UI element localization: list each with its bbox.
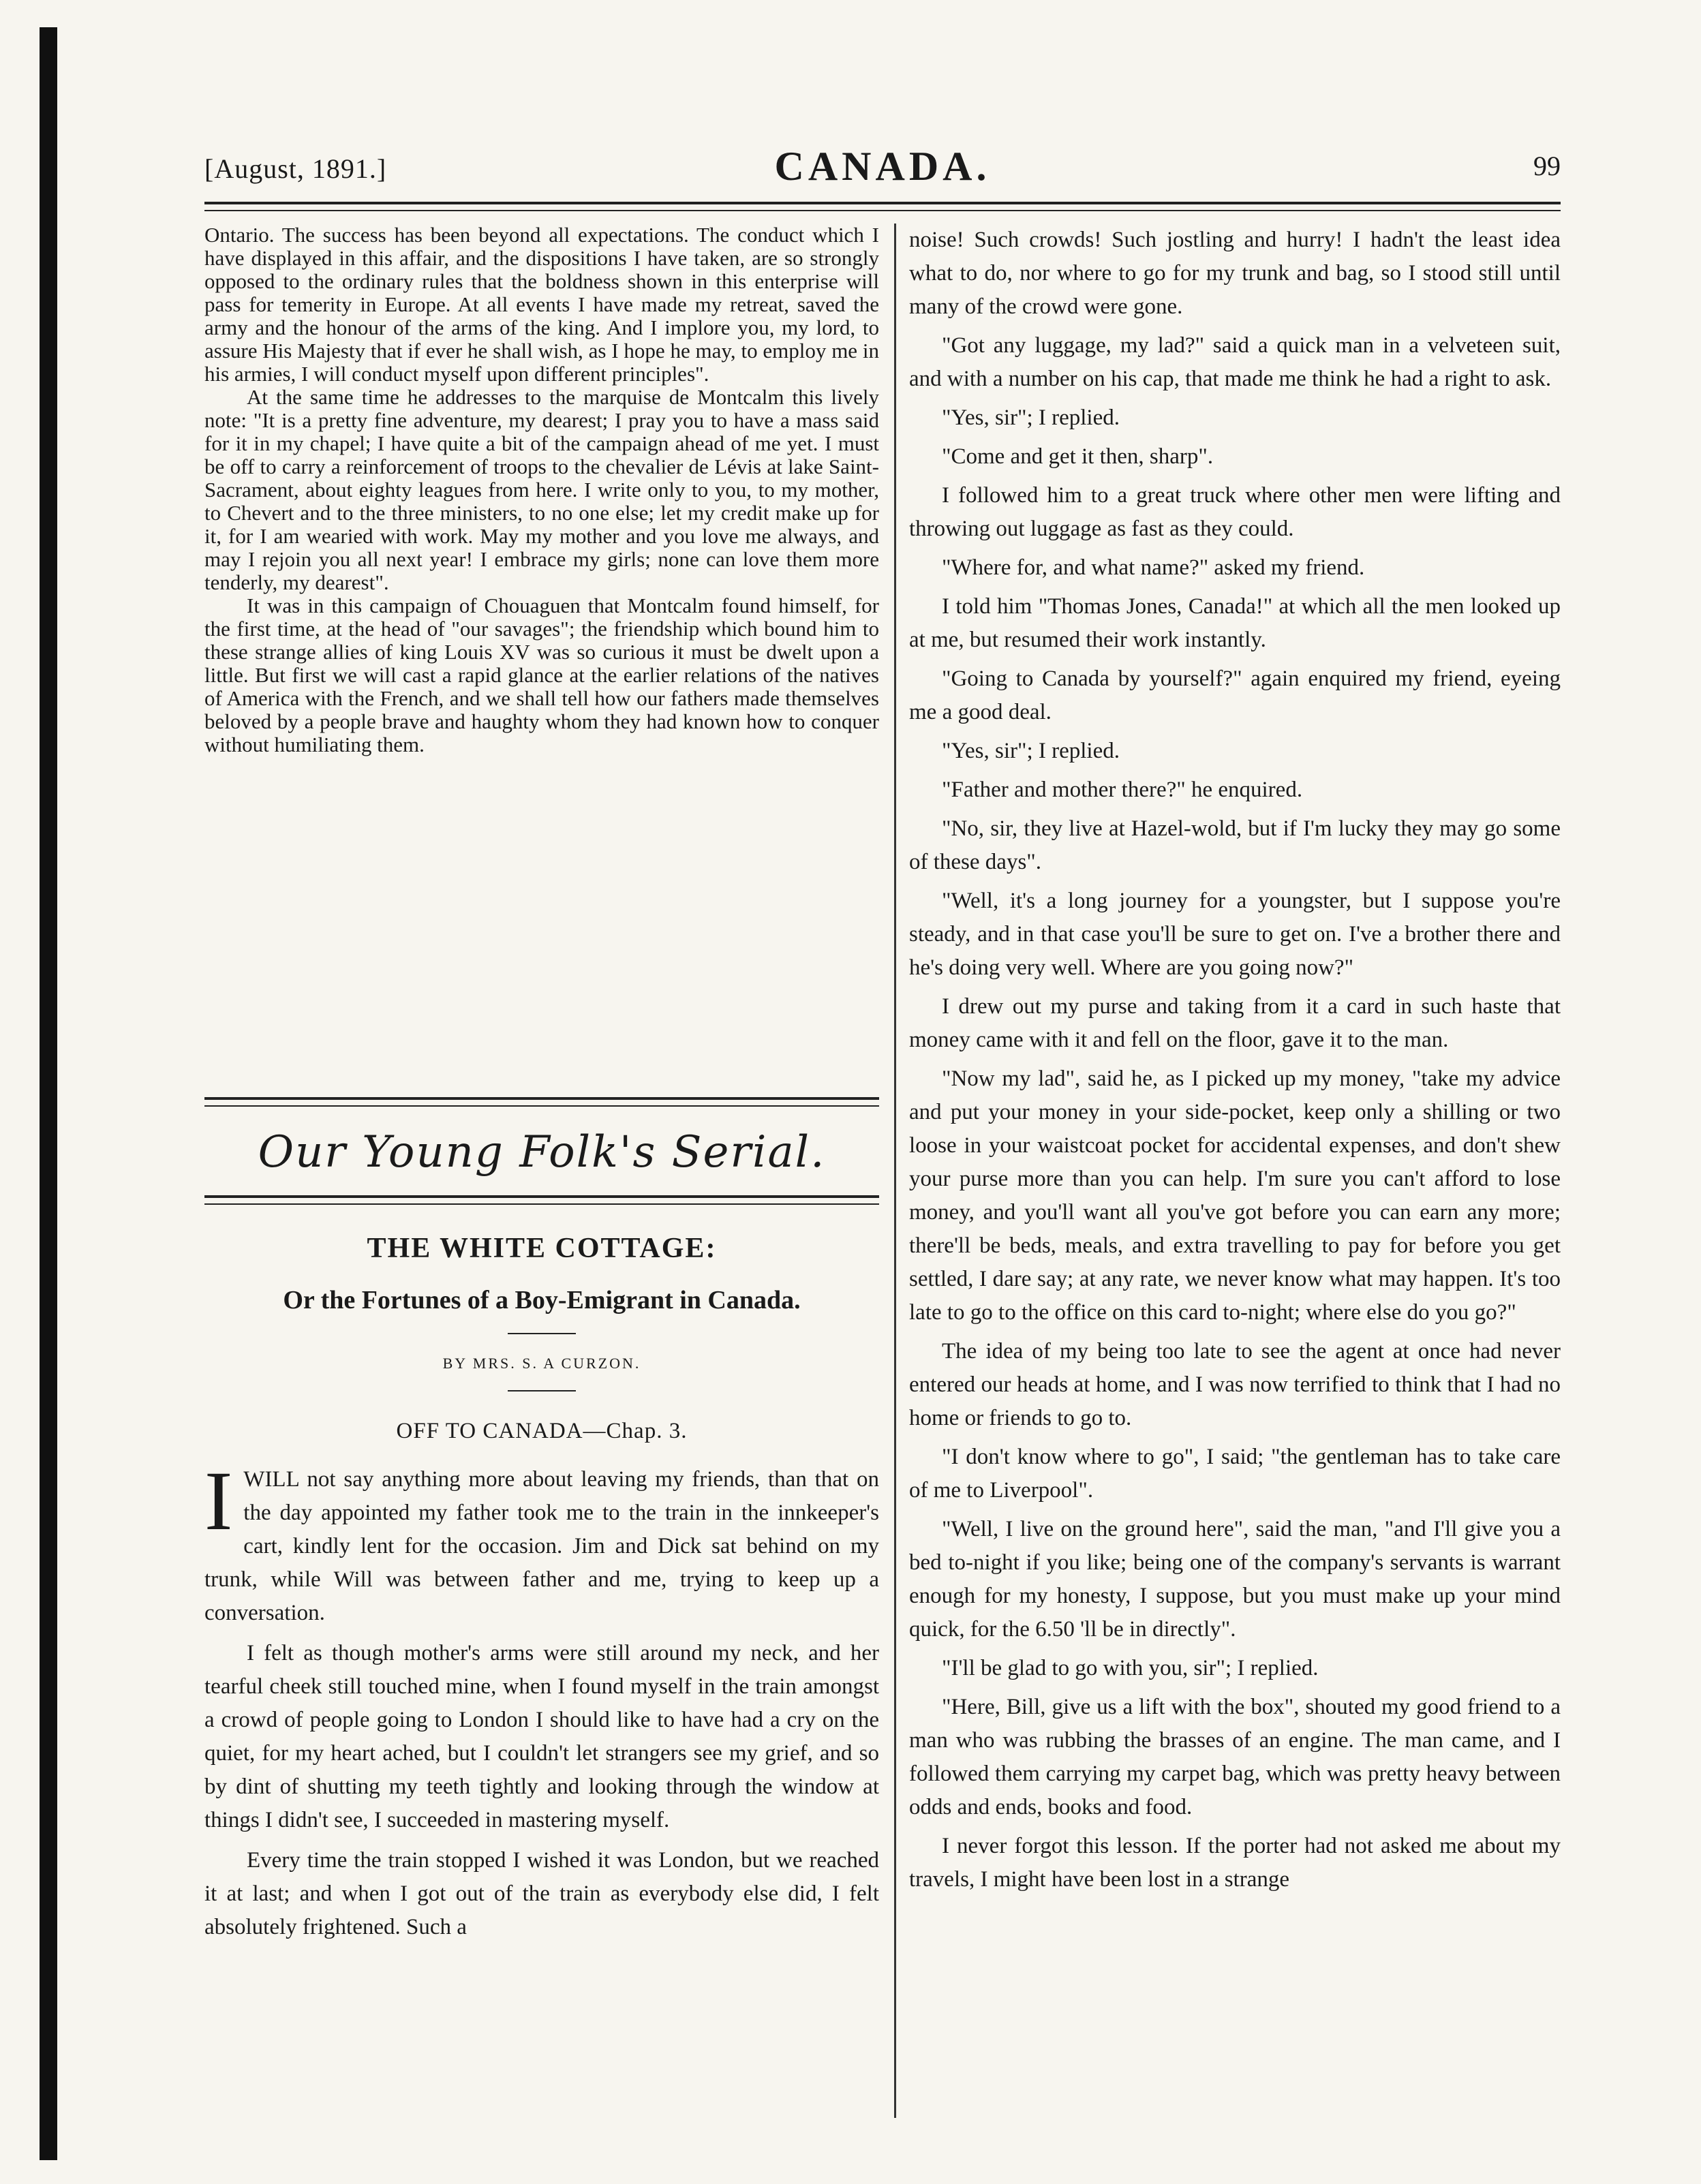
story-paragraph bbox=[204, 1454, 879, 1630]
issue-date: [August, 1891.] bbox=[204, 153, 387, 184]
left-column bbox=[204, 224, 879, 756]
story-paragraph: Every time the train stopped I wished it was London, but we reached it at last; and when I got out of the train as everybody else did, I felt absolutely frightened. Such a bbox=[204, 1848, 879, 1939]
story-paragraph: "Here, Bill, give us a lift with the box", shouted my good friend to a man who was rubbing the brasses of an engine. The man came, and I followed them carrying my carpet bag, which was pretty heavy between odds and ends, books and food. bbox=[909, 1695, 1561, 1819]
story-byline: BY MRS. S. A CURZON. bbox=[442, 1355, 641, 1372]
story-paragraph: "I don't know where to go", I said; "the gentleman has to take care of me to Liverpool". bbox=[909, 1445, 1561, 1503]
right-column bbox=[909, 224, 1561, 1902]
serial-section bbox=[204, 1097, 879, 1951]
column-divider bbox=[894, 224, 896, 2118]
page-binding-edge bbox=[40, 27, 57, 2160]
story-paragraph: "Yes, sir"; I replied. bbox=[942, 739, 1120, 763]
story-paragraph: The idea of my being too late to see the agent at once had never entered our heads at home, and I was now terrified to think that I had no home or friends to go to. bbox=[909, 1339, 1561, 1430]
header-rule bbox=[204, 202, 1561, 211]
story-paragraph: "Come and get it then, sharp". bbox=[942, 444, 1214, 469]
story-paragraph-text: WILL not say anything more about leaving my friends, than that on the day appointed my father took me to the train in the innkeeper's cart, kindly lent for the occasion. Jim and Dick sat behind on my trunk, while Will was between father and me, trying to keep up a conversation. bbox=[204, 1467, 879, 1625]
short-rule bbox=[508, 1333, 576, 1334]
drop-cap: I bbox=[204, 1454, 233, 1548]
story-paragraph: I drew out my purse and taking from it a card in such haste that money came with it and fell on the floor, gave it to the man. bbox=[909, 994, 1561, 1052]
serial-banner: Our Young Folk's Serial. bbox=[258, 1127, 826, 1178]
page-number: 99 bbox=[1533, 151, 1561, 181]
article-continuation bbox=[204, 224, 879, 756]
section-rule bbox=[204, 1195, 879, 1205]
story-paragraph: "Got any luggage, my lad?" said a quick man in a velveteen suit, and with a number on his cap, that made me think he had a right to ask. bbox=[909, 333, 1561, 391]
story-paragraph: noise! Such crowds! Such jostling and hurry! I hadn't the least idea what to do, nor where to go for my trunk and bag, so I stood still until many of the crowd were gone. bbox=[909, 228, 1561, 319]
story-title: THE WHITE COTTAGE: bbox=[367, 1233, 717, 1264]
story-paragraph: "No, sir, they live at Hazel-wold, but if I'm lucky they may go some of these days". bbox=[909, 816, 1561, 874]
publication-title: CANADA. bbox=[774, 144, 991, 189]
short-rule bbox=[508, 1390, 576, 1391]
story-paragraph: "Going to Canada by yourself?" again enquired my friend, eyeing me a good deal. bbox=[909, 666, 1561, 724]
story-paragraph: "Father and mother there?" he enquired. bbox=[942, 778, 1303, 802]
story-paragraph: "Well, I live on the ground here", said the man, "and I'll give you a bed to-night if you like; being one of the company's servants is warrant enough for my honesty, I suppose, but you must make up your mind quick, for the 6.50 'll be in directly". bbox=[909, 1517, 1561, 1642]
story-paragraph: I never forgot this lesson. If the porter had not asked me about my travels, I might have been lost in a strange bbox=[909, 1834, 1561, 1892]
story-paragraph: I felt as though mother's arms were still around my neck, and her tearful cheek still touched mine, when I found myself in the train amongst a crowd of people going to London I should like to have had a cry on the quiet, for my heart ached, but I couldn't let strangers see my grief, and so by dint of shutting my teeth tightly and looking through the window at things I didn't see, I succeeded in mastering myself. bbox=[204, 1641, 879, 1832]
story-subtitle: Or the Fortunes of a Boy-Emigrant in Canada. bbox=[283, 1286, 801, 1314]
story-paragraph: "Now my lad", said he, as I picked up my money, "take my advice and put your money in your side-pocket, keep only a shilling or two loose in your waistcoat pocket for accidental expenses, and don't shew your purse more than you can help. I'm sure you can't afford to lose money, and you'll want all you've got before you can earn any more; there'll be beds, meals, and extra travelling to pay for before you get settled, I dare say; at any rate, we never know what may happen. It's too late to go to the office on this card to-night; where else do you go?" bbox=[909, 1066, 1561, 1325]
section-rule bbox=[204, 1097, 879, 1107]
story-paragraph: "I'll be glad to go with you, sir"; I replied. bbox=[942, 1656, 1319, 1680]
story-paragraph: I told him "Thomas Jones, Canada!" at which all the men looked up at me, but resumed their work instantly. bbox=[909, 594, 1561, 652]
story-paragraph: "Where for, and what name?" asked my friend. bbox=[942, 555, 1365, 580]
chapter-heading: OFF TO CANADA—Chap. 3. bbox=[396, 1419, 688, 1443]
article-paragraph: It was in this campaign of Chouaguen that Montcalm found himself, for the first time, at the head of "our savages"; the friendship which bound him to these strange allies of king Louis XV was so curious it must be dwelt upon a little. But first we will cast a rapid glance at the earlier relations of the natives of America with the French, and we shall tell how our fathers made themselves beloved by a people brave and haughty whom they had known how to conquer without humiliating them. bbox=[204, 594, 879, 756]
article-paragraph: Ontario. The success has been beyond all expectations. The conduct which I have displayed in this affair, and the dispositions I have taken, are so strongly opposed to the ordinary rules that the boldness shown in this enterprise will pass for temerity in Europe. At all events I have made my retreat, saved the army and the honour of the arms of the king. And I implore you, my lord, to assure His Majesty that if ever he shall wish, as I hope he may, to employ me in his armies, I will conduct myself upon different principles". bbox=[204, 223, 879, 386]
newspaper-page bbox=[204, 143, 1561, 2119]
page-header bbox=[204, 143, 1561, 204]
story-body bbox=[204, 1454, 879, 1944]
article-paragraph: At the same time he addresses to the marquise de Montcalm this lively note: "It is a pretty fine adventure, my dearest; I pray you to have a mass said for it in my chapel; I have quite a bit of the campaign ahead of me yet. I must be off to carry a reinforcement of troops to the chevalier de Lévis at lake Saint-Sacrament, about eighty leagues from here. I write only to you, to my mother, to Chevert and to the three ministers, to no one else; let my credit make up for it, for I am wearied with work. May my mother and you love me always, and may I rejoin you all next year! I embrace my girls; none can love them more tenderly, my dearest". bbox=[204, 385, 879, 594]
story-paragraph: "Yes, sir"; I replied. bbox=[942, 405, 1120, 430]
story-paragraph: I followed him to a great truck where other men were lifting and throwing out luggage as fast as they could. bbox=[909, 483, 1561, 541]
story-paragraph: "Well, it's a long journey for a youngster, but I suppose you're steady, and in that case you'll be sure to get on. I've a brother there and he's doing very well. Where are you going now?" bbox=[909, 889, 1561, 980]
